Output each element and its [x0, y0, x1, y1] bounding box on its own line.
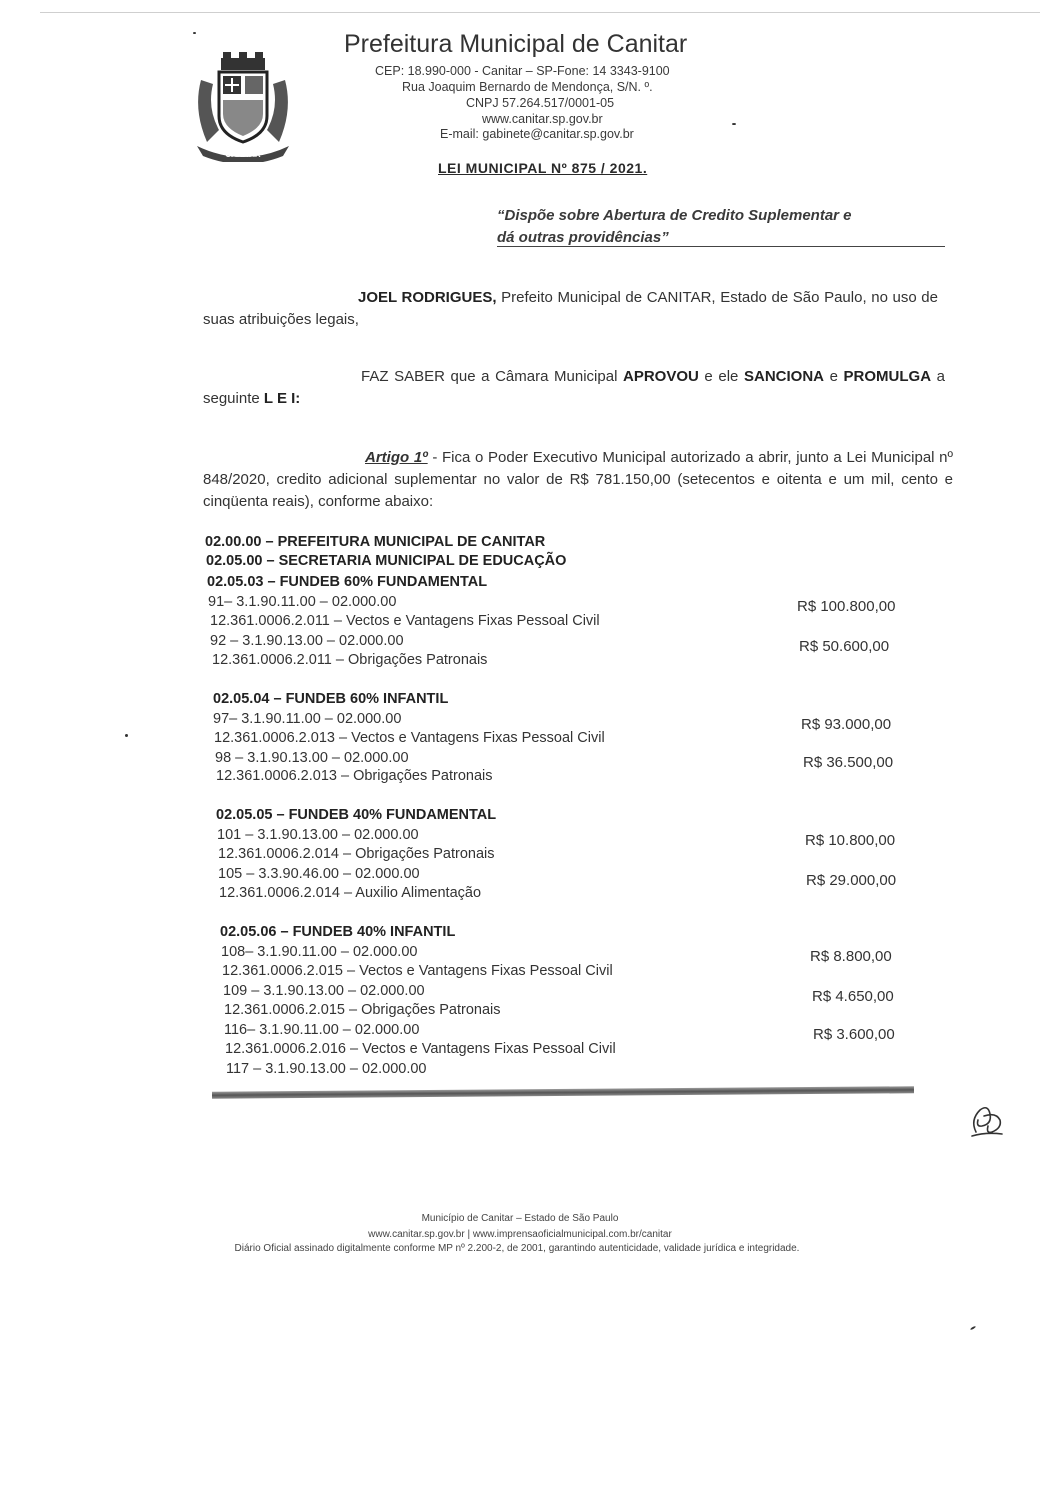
footer-municipality: Município de Canitar – Estado de São Paulo	[421, 1213, 619, 1224]
enactment-lei: L E I:	[263, 390, 301, 407]
letterhead-address: Rua Joaquim Bernardo de Mendonça, S/N. º.	[402, 80, 653, 94]
item-value-109: R$ 4.650,00	[812, 988, 894, 1005]
crest-label: CANITAR	[225, 150, 261, 159]
item-desc-109: 12.361.0006.2.015 – Obrigações Patronais	[224, 1002, 501, 1018]
item-value-91: R$ 100.800,00	[797, 598, 896, 615]
letterhead-website: www.canitar.sp.gov.br	[482, 112, 603, 126]
item-desc-92: 12.361.0006.2.011 – Obrigações Patronais	[212, 652, 488, 668]
org-head-prefeitura: 02.00.00 – PREFEITURA MUNICIPAL DE CANITAR	[205, 534, 546, 550]
municipal-crest-icon	[193, 50, 293, 162]
law-title: LEI MUNICIPAL Nº 875 / 2021.	[438, 160, 648, 176]
ementa-underline	[497, 246, 945, 247]
item-desc-116: 12.361.0006.2.016 – Vectos e Vantagens Fixas Pessoal Civil	[225, 1041, 616, 1057]
preamble-text: Prefeito Municipal de CANITAR, Estado de São Paulo, no uso de suas atribuições legais,	[203, 289, 938, 328]
item-desc-108: 12.361.0006.2.015 – Vectos e Vantagens Fixas Pessoal Civil	[222, 963, 613, 979]
enactment-paragraph	[203, 366, 945, 410]
enactment-approved: APROVOU	[623, 368, 699, 385]
law-ementa	[497, 205, 952, 249]
article-1-text: - Fica o Poder Executivo Municipal autorizado a abrir, junto a Lei Municipal nº 848/2020, credito adicional suplementar no valor de R$ 781.150,00 (setecentos e oitenta e um mil, cento e cinqüenta reais), conforme abaixo:	[203, 449, 953, 510]
footer-websites: www.canitar.sp.gov.br | www.imprensaoficialmunicipal.com.br/canitar	[368, 1229, 672, 1240]
item-desc-98: 12.361.0006.2.013 – Obrigações Patronais	[216, 768, 493, 784]
item-code-117: 117 – 3.1.90.13.00 – 02.000.00	[226, 1061, 427, 1077]
scan-speck	[970, 1326, 976, 1331]
bottom-rule-bar	[212, 1086, 914, 1099]
item-value-105: R$ 29.000,00	[806, 872, 897, 889]
item-value-116: R$ 3.600,00	[813, 1026, 895, 1043]
item-desc-101: 12.361.0006.2.014 – Obrigações Patronais	[218, 846, 495, 862]
section-head-02-05-06: 02.05.06 – FUNDEB 40% INFANTIL	[220, 924, 456, 940]
item-code-97: 97– 3.1.90.11.00 – 02.000.00	[213, 711, 402, 727]
enactment-text-g: a seguinte	[203, 368, 945, 407]
scan-speck	[125, 734, 128, 737]
item-code-105: 105 – 3.3.90.46.00 – 02.000.00	[218, 866, 420, 882]
item-code-92: 92 – 3.1.90.13.00 – 02.000.00	[210, 633, 404, 649]
signature-initials-icon	[966, 1102, 1006, 1140]
item-code-91: 91– 3.1.90.11.00 – 02.000.00	[208, 594, 397, 610]
footer-digital-signature-note: Diário Oficial assinado digitalmente conforme MP nº 2.200-2, de 2001, garantindo autenticidade, validade jurídica e integridade.	[234, 1243, 800, 1254]
article-1-paragraph	[203, 447, 953, 513]
enactment-text-e: e	[824, 368, 844, 385]
ementa-line-1: “Dispõe sobre Abertura de Credito Suplementar e	[497, 207, 852, 224]
letterhead-cep-phone: CEP: 18.990-000 - Canitar – SP-Fone: 14 3343-9100	[375, 64, 670, 78]
letterhead-title: Prefeitura Municipal de Canitar	[344, 30, 688, 58]
item-desc-105: 12.361.0006.2.014 – Auxilio Alimentação	[219, 885, 482, 901]
section-head-02-05-04: 02.05.04 – FUNDEB 60% INFANTIL	[213, 691, 449, 707]
org-head-secretaria: 02.05.00 – SECRETARIA MUNICIPAL DE EDUCAÇÃO	[206, 553, 567, 569]
item-code-98: 98 – 3.1.90.13.00 – 02.000.00	[215, 750, 409, 766]
preamble-paragraph	[203, 287, 938, 331]
letterhead-email: E-mail: gabinete@canitar.sp.gov.br	[440, 127, 634, 141]
item-code-108: 108– 3.1.90.11.00 – 02.000.00	[221, 944, 418, 960]
enactment-promulgates: PROMULGA	[843, 368, 932, 385]
item-value-92: R$ 50.600,00	[799, 638, 890, 655]
section-head-02-05-05: 02.05.05 – FUNDEB 40% FUNDAMENTAL	[216, 807, 497, 823]
item-desc-97: 12.361.0006.2.013 – Vectos e Vantagens Fixas Pessoal Civil	[214, 730, 605, 746]
letterhead-cnpj: CNPJ 57.264.517/0001-05	[466, 96, 615, 110]
item-value-108: R$ 8.800,00	[810, 948, 892, 965]
scan-edge-line	[40, 12, 1040, 13]
enactment-text-c: e ele	[698, 368, 744, 385]
scan-speck	[193, 32, 196, 34]
item-code-109: 109 – 3.1.90.13.00 – 02.000.00	[223, 983, 425, 999]
scan-speck	[732, 123, 736, 125]
ementa-line-2: dá outras providências”	[497, 229, 669, 246]
item-value-98: R$ 36.500,00	[803, 754, 894, 771]
section-head-02-05-03: 02.05.03 – FUNDEB 60% FUNDAMENTAL	[207, 574, 488, 590]
item-code-101: 101 – 3.1.90.13.00 – 02.000.00	[217, 827, 419, 843]
article-1-label: Artigo 1º	[365, 449, 428, 466]
enactment-sanctions: SANCIONA	[743, 368, 824, 385]
enactment-text-a: FAZ SABER que a Câmara Municipal	[361, 368, 623, 385]
item-code-116: 116– 3.1.90.11.00 – 02.000.00	[224, 1022, 420, 1038]
item-desc-91: 12.361.0006.2.011 – Vectos e Vantagens Fixas Pessoal Civil	[210, 613, 600, 629]
item-value-97: R$ 93.000,00	[801, 716, 892, 733]
item-value-101: R$ 10.800,00	[805, 832, 896, 849]
mayor-name: JOEL RODRIGUES,	[358, 289, 497, 306]
